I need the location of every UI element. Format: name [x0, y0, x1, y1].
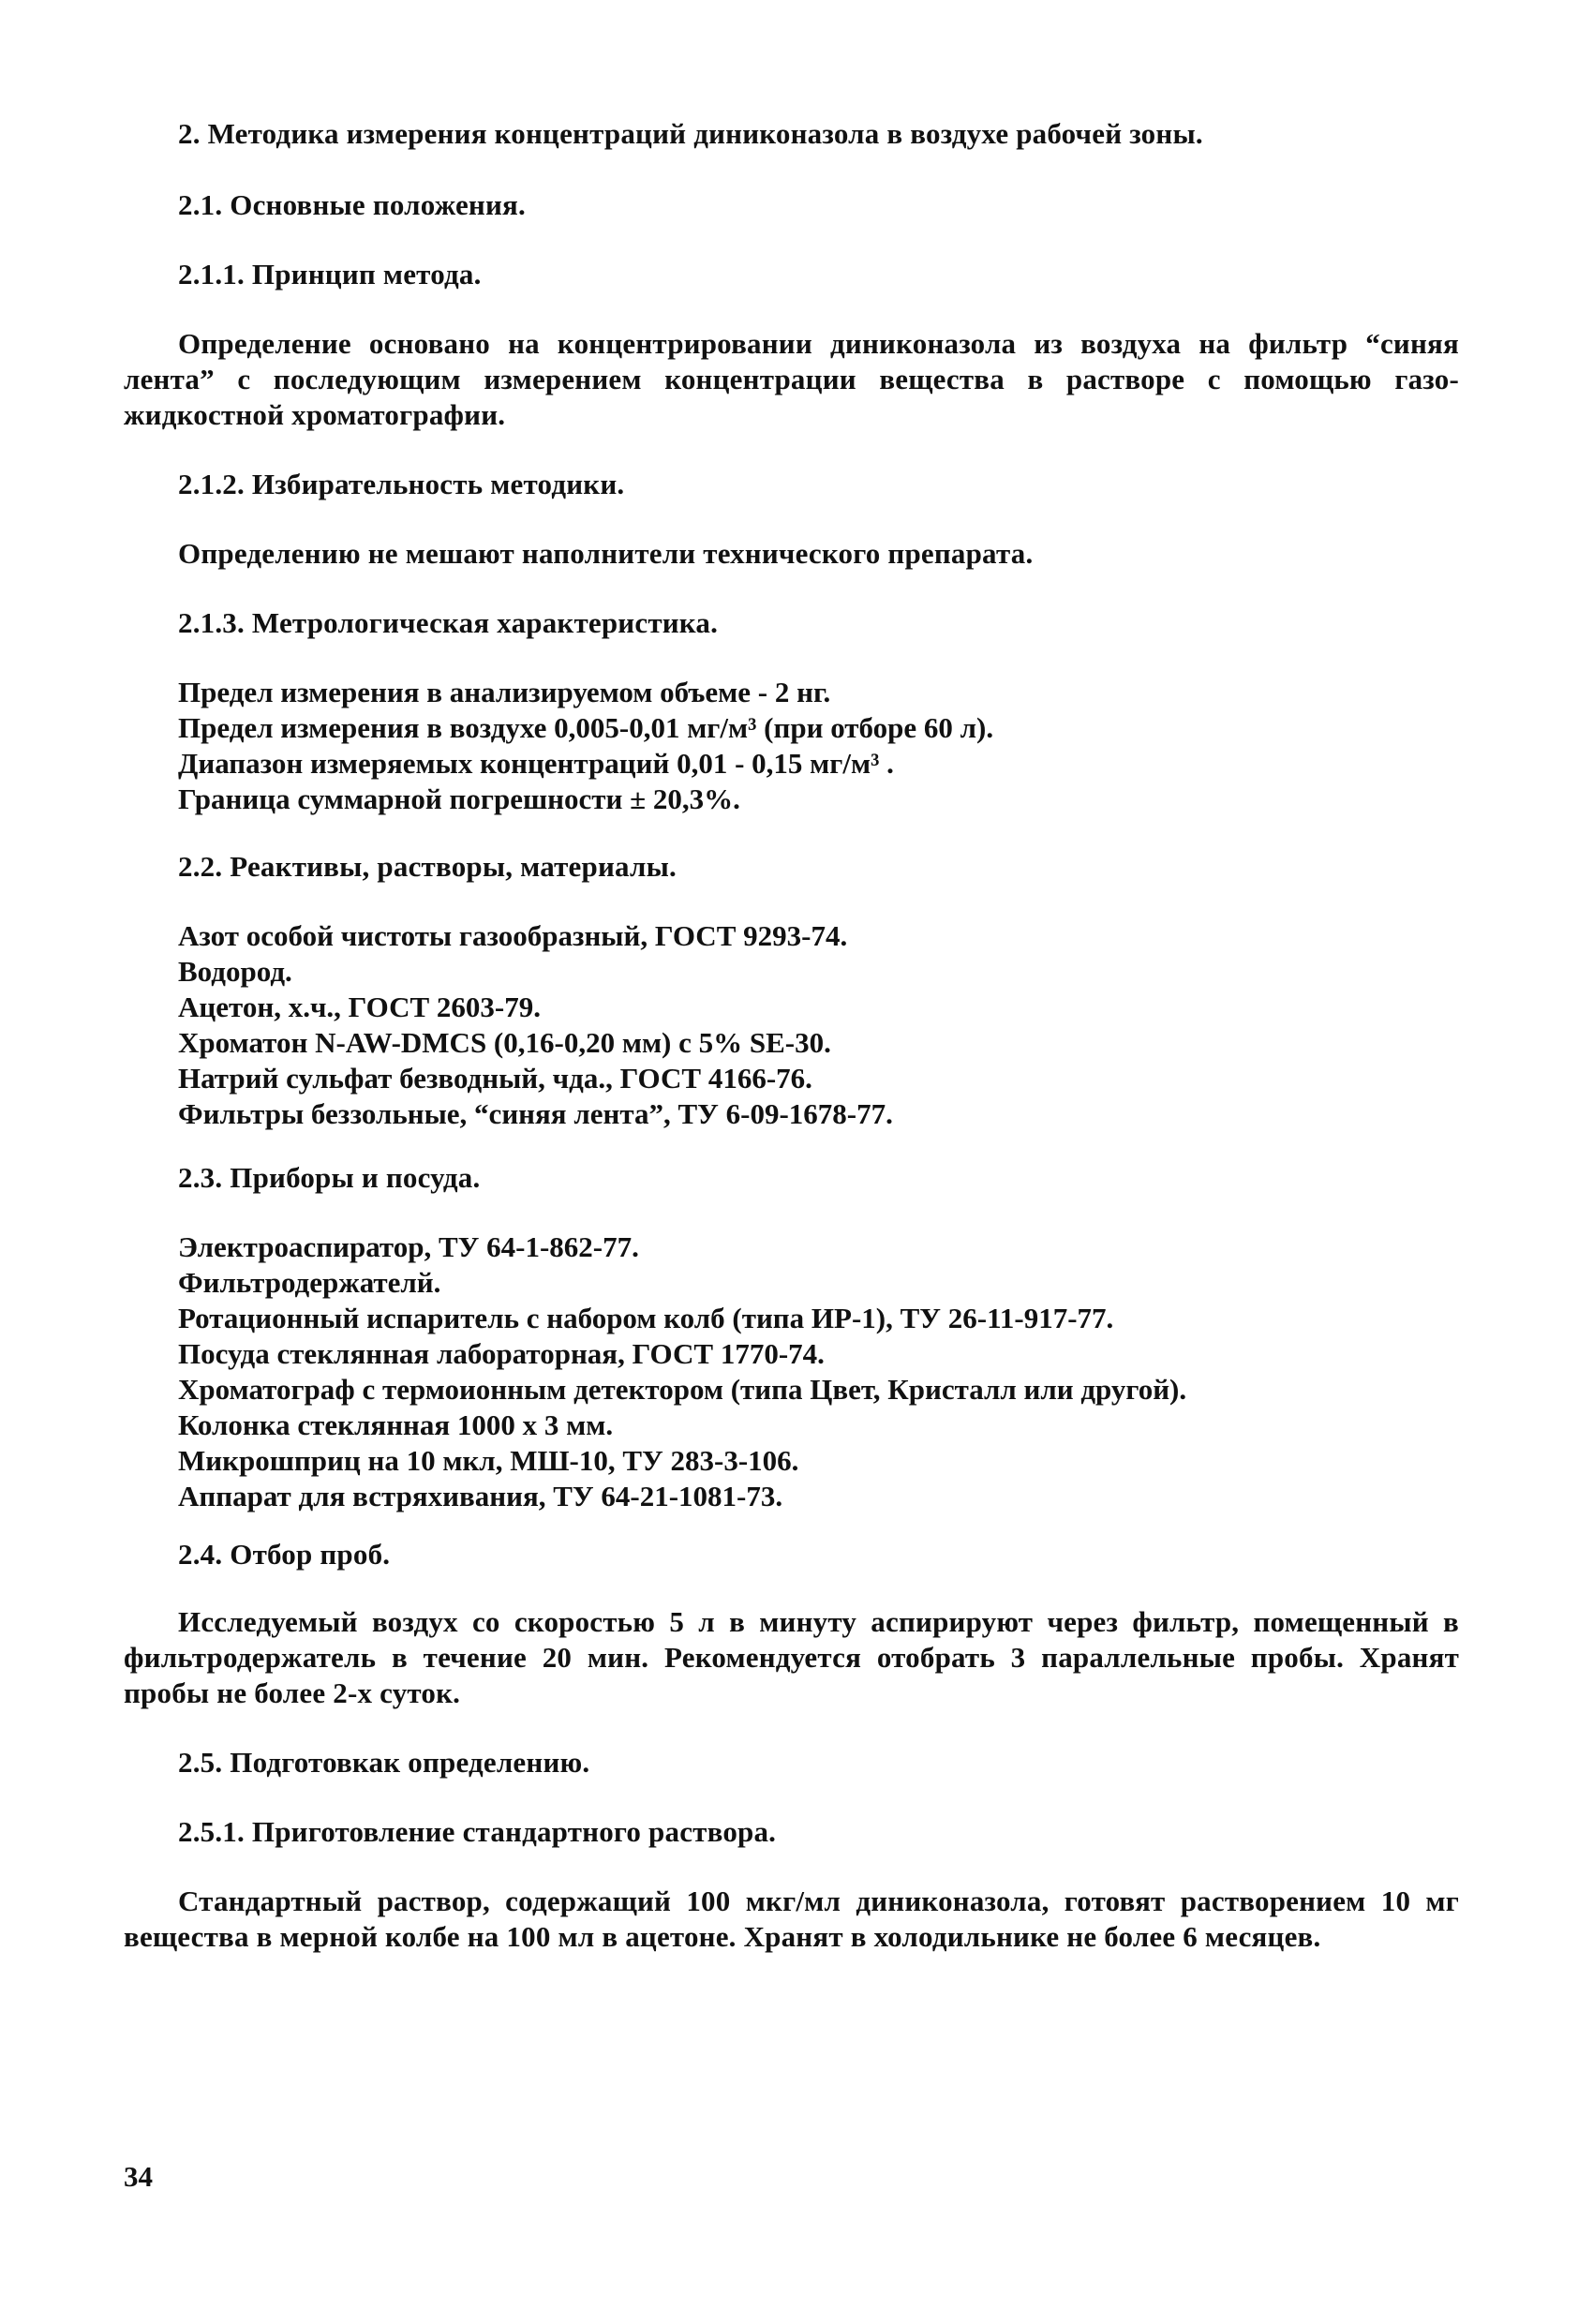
section-2-1-1-heading: 2.1.1. Принцип метода.: [178, 258, 482, 290]
list-item: Хроматограф с термоионным детектором (типа Цвет, Кристалл или другой).: [178, 1373, 1187, 1406]
section-2-3-heading: 2.3. Приборы и посуда.: [178, 1161, 481, 1194]
list-item: Хроматон N-AW-DMCS (0,16-0,20 мм) с 5% SE-30.: [178, 1026, 831, 1059]
list-item: Электроаспиратор, ТУ 64-1-862-77.: [178, 1230, 639, 1263]
principle-paragraph: Определение основано на концентрировании диниконазола из воздуха на фильтр “синяя лента” с последующим измерением концентрации вещества в растворе с помощью газо-жидкостной хроматографии.: [124, 327, 1459, 431]
list-item: Натрий сульфат безводный, чда., ГОСТ 4166-76.: [178, 1062, 812, 1095]
section-2-5-heading: 2.5. Подготовкак определению.: [178, 1746, 590, 1779]
page-number: 34: [124, 2160, 153, 2193]
reagents-list: [178, 918, 893, 1132]
selectivity-paragraph: Определению не мешают наполнители технического препарата.: [178, 537, 1034, 570]
section-2-heading: 2. Методика измерения концентраций диниконазола в воздухе рабочей зоны.: [178, 117, 1203, 150]
list-item: Микрошприц на 10 мкл, МШ-10, ТУ 283-3-106.: [178, 1444, 799, 1477]
list-item: Ацетон, х.ч., ГОСТ 2603-79.: [178, 991, 542, 1023]
list-item: Водород.: [178, 955, 292, 988]
metrology-list: [178, 675, 993, 817]
list-item: Предел измерения в воздухе 0,005-0,01 мг/м³ (при отборе 60 л).: [178, 711, 994, 744]
section-2-1-2-heading: 2.1.2. Избирательность методики.: [178, 468, 625, 500]
list-item: Фильтродержателй.: [178, 1266, 441, 1299]
sampling-paragraph: Исследуемый воздух со скоростью 5 л в минуту аспирируют через фильтр, помещенный в фильтродержатель в течение 20 мин. Рекомендуется отобрать 3 параллельные пробы. Хранят пробы не более 2-х суток.: [124, 1605, 1459, 1709]
list-item: Колонка стеклянная 1000 х 3 мм.: [178, 1408, 614, 1441]
section-2-5-1-heading: 2.5.1. Приготовление стандартного раствора.: [178, 1815, 777, 1848]
section-2-1-heading: 2.1. Основные положения.: [178, 188, 526, 221]
list-item: Посуда стеклянная лабораторная, ГОСТ 1770-74.: [178, 1337, 825, 1370]
instruments-list: [178, 1229, 1186, 1514]
list-item: Диапазон измеряемых концентраций 0,01 - 0,15 мг/м³ .: [178, 747, 894, 780]
list-item: Азот особой чистоты газообразный, ГОСТ 9293-74.: [178, 919, 848, 952]
section-2-4-heading: 2.4. Отбор проб.: [178, 1538, 391, 1571]
standard-solution-paragraph: Стандартный раствор, содержащий 100 мкг/мл диниконазола, готовят растворением 10 мг вещества в мерной колбе на 100 мл в ацетоне. Хранят в холодильнике не более 6 месяцев.: [124, 1885, 1459, 1953]
list-item: Аппарат для встряхивания, ТУ 64-21-1081-73.: [178, 1480, 783, 1512]
list-item: Граница суммарной погрешности ± 20,3%.: [178, 782, 740, 815]
section-2-1-3-heading: 2.1.3. Метрологическая характеристика.: [178, 606, 719, 639]
list-item: Фильтры беззольные, “синяя лента”, ТУ 6-09-1678-77.: [178, 1097, 893, 1130]
list-item: Предел измерения в анализируемом объеме - 2 нг.: [178, 676, 831, 708]
section-2-2-heading: 2.2. Реактивы, растворы, материалы.: [178, 850, 677, 883]
list-item: Ротационный испаритель с набором колб (типа ИР-1), ТУ 26-11-917-77.: [178, 1302, 1114, 1334]
